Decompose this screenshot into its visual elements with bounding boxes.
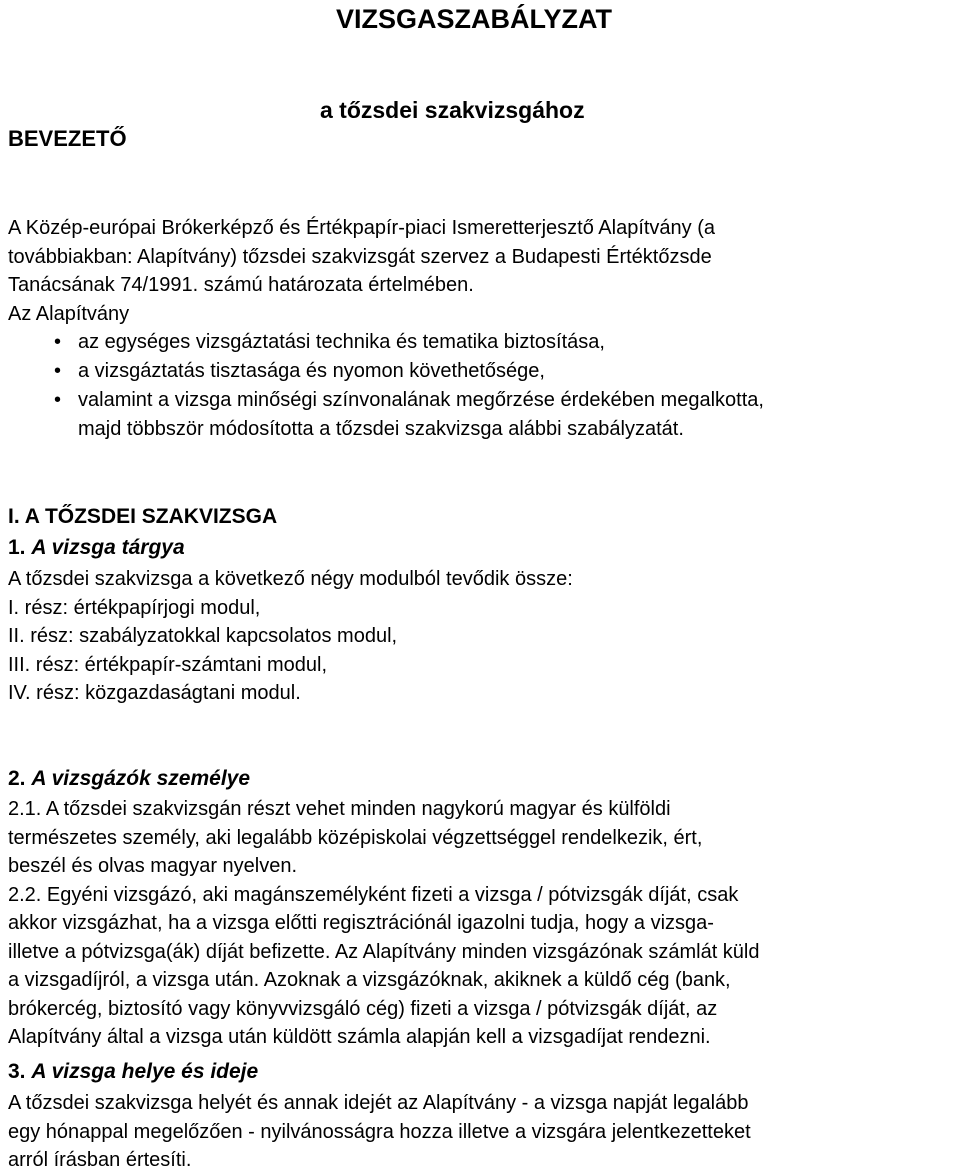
intro-paragraph (8, 214, 715, 328)
module-item: IV. rész: közgazdaságtani modul. (8, 682, 301, 704)
module-item: II. rész: szabályzatokkal kapcsolatos modul, (8, 625, 398, 647)
paragraph-line: egy hónappal megelőzően - nyilvánosságra hozza illetve a vizsgára jelentkezetteket (8, 1120, 751, 1143)
intro-line: A Közép-európai Brókerképző és Értékpapír-piaci Ismeretterjesztő Alapítvány (a (8, 217, 716, 239)
subsection-1-body (8, 565, 573, 708)
intro-line: Az Alapítvány (8, 302, 130, 325)
bullet-item: a vizsgáztatás tisztasága és nyomon követhetősége, (78, 360, 545, 382)
document-title: VIZSGASZABÁLYZAT (336, 4, 613, 34)
paragraph-line: Alapítvány által a vizsga után küldött számla alapján kell a vizsgadíjat rendezni. (8, 1026, 711, 1048)
subsection-2-heading (8, 767, 250, 791)
modules-lead: A tőzsdei szakvizsga a következő négy modulból tevődik össze: (8, 568, 573, 590)
bullet-continuation: majd többször módosította a tőzsdei szakvizsga alábbi szabályzatát. (78, 418, 684, 440)
bullet-dot-icon: • (54, 389, 62, 411)
subsection-2-body (8, 795, 760, 1052)
subsection-3-heading (8, 1060, 258, 1084)
paragraph-line: 2.1. A tőzsdei szakvizsgán részt vehet minden nagykorú magyar és külföldi (8, 798, 671, 820)
paragraph-line: illetve a pótvizsga(ák) díját befizette. Az Alapítvány minden vizsgázónak számlát küld (8, 940, 760, 963)
subsection-number: 2. (8, 767, 32, 790)
bullet-dot-icon: • (54, 360, 62, 382)
module-item: I. rész: értékpapírjogi modul, (8, 596, 261, 619)
paragraph-line: 2.2. Egyéni vizsgázó, aki magánszemélyként fizeti a vizsga / pótvizsgák díját, csak (8, 883, 739, 906)
paragraph-line: A tőzsdei szakvizsga helyét és annak idejét az Alapítvány - a vizsga napját legalább (8, 1092, 749, 1114)
subsection-title: A vizsga helye és ideje (31, 1060, 259, 1083)
module-item: III. rész: értékpapír-számtani modul, (8, 653, 328, 676)
subsection-title: A vizsgázók személye (31, 767, 251, 790)
bullet-item: valamint a vizsga minőségi színvonalának megőrzése érdekében megalkotta, (78, 389, 764, 411)
bullet-dot-icon: • (54, 331, 62, 353)
paragraph-line: természetes személy, aki legalább középiskolai végzettséggel rendelkezik, ért, (8, 826, 703, 849)
subsection-number: 3. (8, 1060, 32, 1083)
paragraph-line: a vizsgadíjról, a vizsga után. Azoknak a vizsgázóknak, akiknek a küldő cég (bank, (8, 969, 731, 991)
intro-heading: BEVEZETŐ (8, 126, 127, 151)
bullet-item: az egységes vizsgáztatási technika és tematika biztosítása, (78, 331, 605, 353)
paragraph-line: beszél és olvas magyar nyelven. (8, 855, 298, 877)
subsection-3-body (8, 1089, 751, 1175)
paragraph-line: brókercég, biztosító vagy könyvvizsgáló cég) fizeti a vizsga / pótvizsgák díját, az (8, 997, 718, 1020)
intro-line: továbbiakban: Alapítvány) tőzsdei szakvizsgát szervez a Budapesti Értéktőzsde (8, 245, 712, 268)
subsection-1-heading (8, 536, 185, 560)
paragraph-line: arról írásban értesíti. (8, 1149, 192, 1171)
subsection-title: A vizsga tárgya (31, 536, 185, 559)
intro-line: Tanácsának 74/1991. számú határozata értelmében. (8, 274, 474, 296)
section-heading: I. A TŐZSDEI SZAKVIZSGA (8, 505, 278, 528)
document-subtitle: a tőzsdei szakvizsgához (320, 97, 585, 123)
subsection-number: 1. (8, 536, 32, 559)
paragraph-line: akkor vizsgázhat, ha a vizsga előtti regisztrációnál igazolni tudja, hogy a vizsga- (8, 912, 714, 934)
